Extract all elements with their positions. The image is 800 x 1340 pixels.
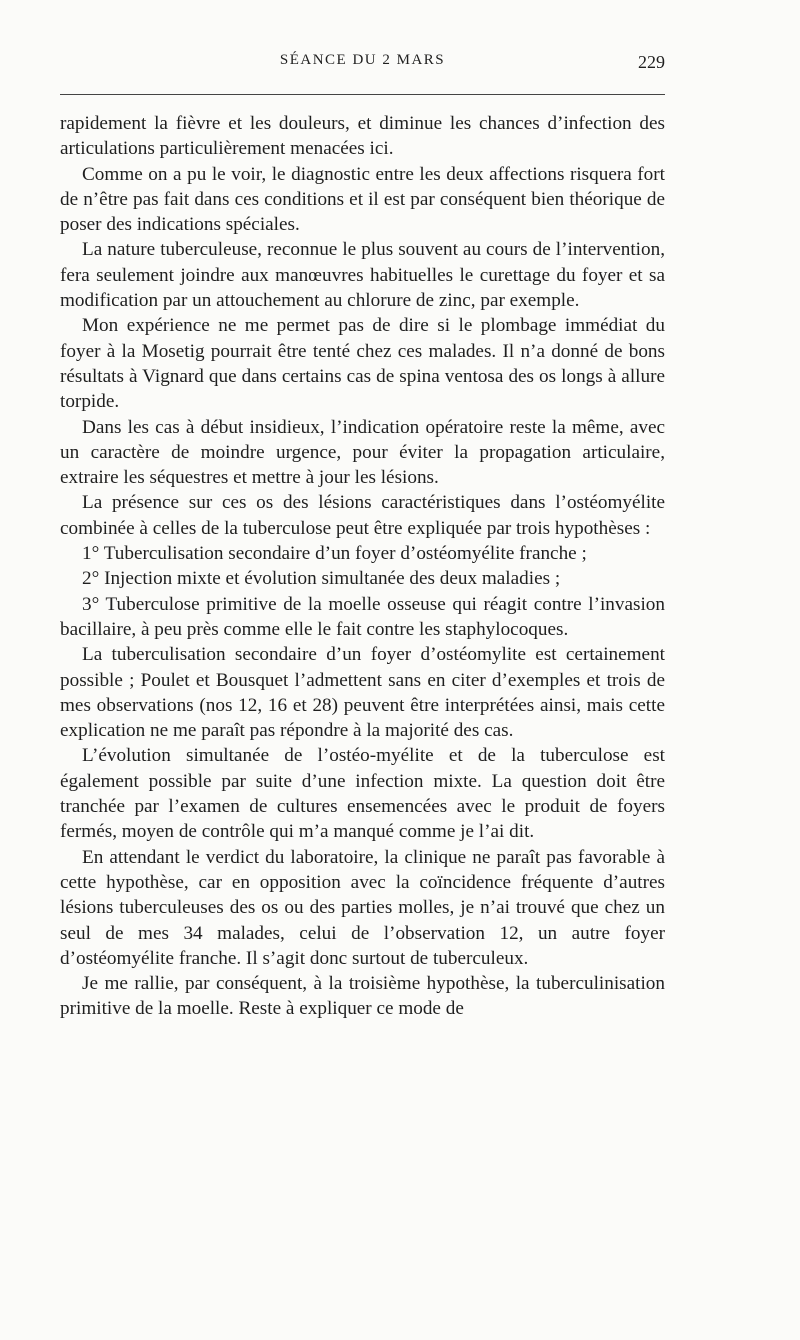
paragraph: En attendant le verdict du laboratoire, la clinique ne paraît pas favorable à cette hypothèse, car en opposition avec la coïncidence fréquente d’autres lésions tuberculeuses des os ou des parties molles, je n’ai trouvé que chez un seul de mes 34 malades, celui de l’observation 12, un autre foyer d’ostéomyélite franche. Il s’agit donc surtout de tuberculeux. [60, 846, 665, 969]
list-item-hypothesis-2: 2° Injection mixte et évolution simultanée des deux maladies ; [82, 568, 561, 590]
paragraph: Mon expérience ne me permet pas de dire si le plombage immédiat du foyer à la Mosetig pourrait être tenté chez ces malades. Il n’a donné de bons résultats à Vignard que dans certains cas de spina ventosa des os longs à allure torpide. [60, 315, 665, 413]
paragraph: La présence sur ces os des lésions caractéristiques dans l’ostéomyélite combinée à celles de la tuberculose peut être expliquée par trois hypothèses : [60, 492, 665, 539]
running-header [60, 52, 665, 76]
paragraph-continues: Je me rallie, par conséquent, à la troisième hypothèse, la tuberculinisation primitive de la moelle. Reste à expliquer ce mode de [60, 973, 665, 1020]
running-title: SÉANCE DU 2 MARS [279, 52, 446, 68]
paragraph: La tuberculisation secondaire d’un foyer d’ostéomylite est certainement possible ; Poulet et Bousquet l’admettent sans en citer d’exemples et trois de mes observations (nos 12, 16 et 28) peuvent être interprétées ainsi, mais cette explication ne me paraît pas répondre à la majorité des cas. [60, 644, 665, 742]
header-rule [60, 94, 665, 95]
body-text [60, 111, 665, 1022]
paragraph: Comme on a pu le voir, le diagnostic entre les deux affections risquera fort de n’être pas fait dans ces conditions et il est par conséquent bien théorique de poser des indications spéciales. [60, 163, 665, 236]
page-number: 229 [638, 52, 665, 72]
paragraph: L’évolution simultanée de l’ostéo-myélite et de la tuberculose est également possible par suite d’une infection mixte. La question doit être tranchée par l’examen de cultures ensemencées avec le produit de foyers fermés, moyen de contrôle qui m’a manqué comme je l’ai dit. [60, 745, 665, 843]
list-item-hypothesis-1: 1° Tuberculisation secondaire d’un foyer d’ostéomyélite franche ; [82, 543, 587, 565]
list-item-hypothesis-3: 3° Tuberculose primitive de la moelle osseuse qui réagit contre l’invasion bacillaire, à peu près comme elle le fait contre les staphylocoques. [60, 593, 665, 640]
paragraph: La nature tuberculeuse, reconnue le plus souvent au cours de l’intervention, fera seulement joindre aux manœuvres habituelles le curettage du foyer et sa modification par un attouchement au chlorure de zinc, par exemple. [60, 239, 665, 312]
paragraph-continued: rapidement la fièvre et les douleurs, et diminue les chances d’infection des articulations particulièrement menacées ici. [60, 113, 665, 160]
paragraph: Dans les cas à début insidieux, l’indication opératoire reste la même, avec un caractère de moindre urgence, pour éviter la propagation articulaire, extraire les séquestres et mettre à jour les lésions. [60, 416, 665, 489]
